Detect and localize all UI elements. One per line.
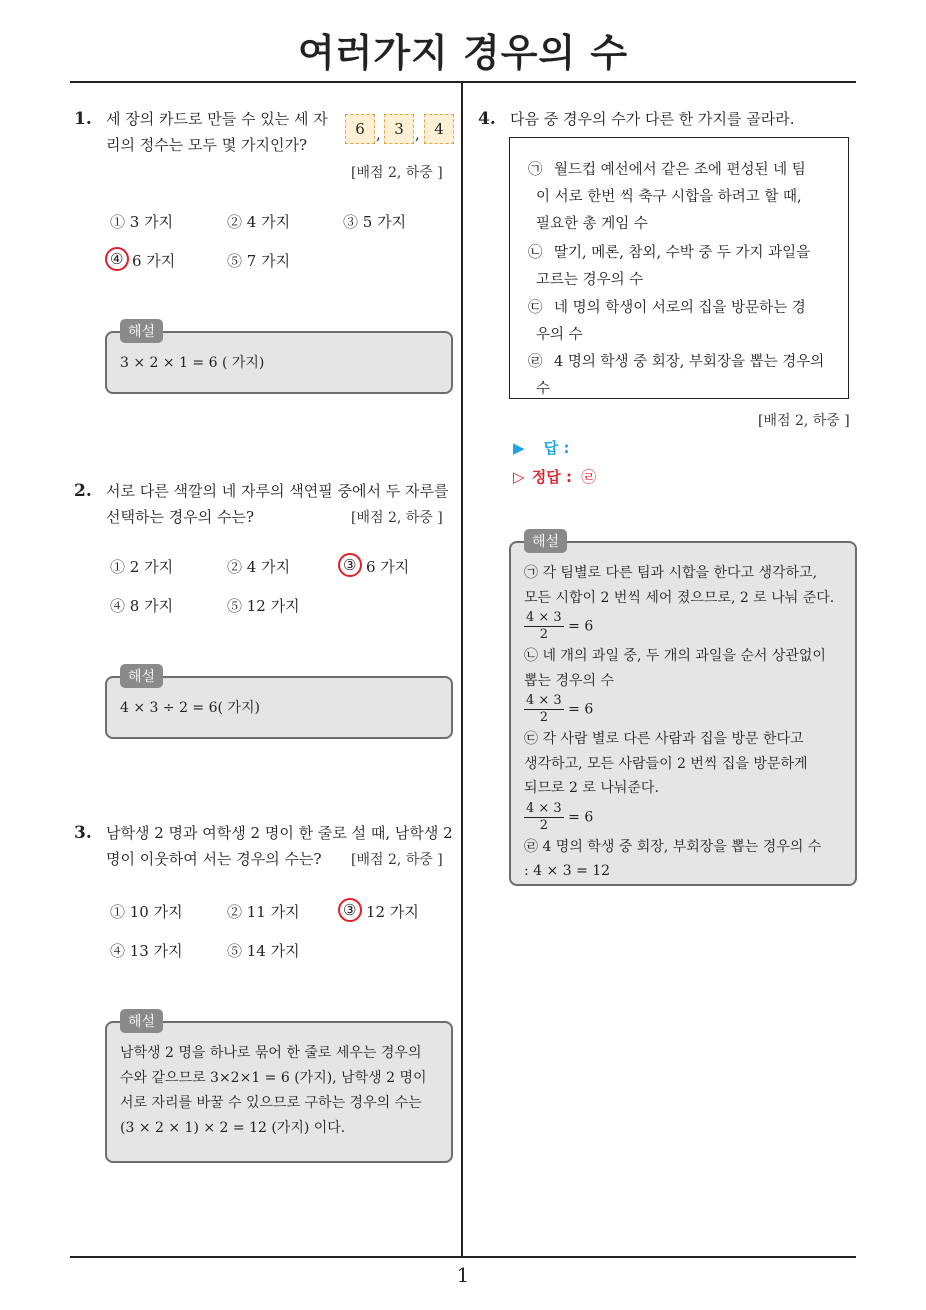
choice-mark: ㉢ — [528, 300, 543, 316]
option-3-text: 6 가지 — [366, 558, 410, 576]
choices-box — [509, 137, 849, 399]
choice-line: 우의 수 — [536, 327, 583, 343]
choice-line: 딸기, 메론, 참외, 수박 중 두 가지 과일을 — [554, 245, 811, 261]
correct-answer-circle-icon — [105, 247, 129, 271]
solution-text: 3 × 2 × 1 = 6 ( 가지) — [120, 355, 265, 371]
play-outline-icon: ▷ — [513, 468, 525, 486]
solution-text — [524, 561, 849, 884]
option-1[interactable]: ① 2 가지 — [110, 558, 174, 576]
option-3-text: 12 가지 — [366, 903, 419, 921]
question-text-line: 리의 정수는 모두 몇 가지인가? — [106, 136, 307, 154]
number-card: 3 — [384, 114, 414, 144]
number-card: 6 — [345, 114, 375, 144]
solution-line: 뽑는 경우의 수 — [524, 672, 615, 689]
option-4-text: 6 가지 — [132, 252, 176, 270]
solution-line: 되므로 2 로 나눠준다. — [524, 780, 659, 796]
choice-line: 네 명의 학생이 서로의 집을 방문하는 경 — [554, 300, 806, 316]
correct-answer-circle-icon — [338, 898, 362, 922]
solution-fraction-line: $\frac{4 \times 3}{2}$ = 6 — [526, 800, 594, 833]
page-number: 1 — [456, 1263, 470, 1287]
bottom-divider — [70, 1256, 856, 1258]
solution-line: ㉣ 4 명의 학생 중 회장, 부회장을 뽑는 경우의 수 — [524, 838, 822, 855]
option-4[interactable]: ④ — [110, 250, 124, 268]
solution-text — [120, 1041, 445, 1141]
question-text-line: 선택하는 경우의 수는? — [106, 508, 254, 526]
option-2[interactable]: ② 4 가지 — [227, 558, 291, 576]
choice-line: 수 — [536, 381, 551, 397]
choice-line: 필요한 총 게임 수 — [536, 216, 648, 232]
solution-text: 4 × 3 ÷ 2 = 6( 가지) — [120, 700, 260, 716]
solution-line: 모든 시합이 2 번씩 세어 졌으므로, 2 로 나눠 준다. — [524, 589, 835, 606]
question-number: 4. — [478, 109, 496, 129]
score-label: [배점 2, 하중 ] — [351, 510, 443, 526]
choice-line: 이 서로 한번 씩 축구 시합을 하려고 할 때, — [536, 189, 802, 205]
option-5[interactable]: ⑤ 7 가지 — [227, 252, 291, 270]
choice-line: 월드컵 예선에서 같은 조에 편성된 네 팀 — [554, 162, 806, 178]
solution-box — [509, 541, 857, 886]
play-icon: ▶ — [513, 439, 525, 457]
option-3[interactable]: ③ — [343, 556, 357, 574]
solution-line: ㉠ 각 팀별로 다른 팀과 시합을 한다고 생각하고, — [524, 565, 818, 581]
option-3[interactable]: ③ 5 가지 — [343, 213, 407, 231]
page-title: 여러가지 경우의 수 — [297, 31, 629, 75]
question-number: 1. — [74, 109, 92, 129]
question-text-line: 서로 다른 색깔의 네 자루의 색연필 중에서 두 자루를 — [106, 482, 449, 500]
fraction: $\frac{4 \times 3}{2}$ — [526, 800, 562, 833]
solution-label: 해설 — [120, 319, 163, 343]
choice-mark: ㉠ — [528, 162, 543, 178]
solution-line: ㉡ 네 개의 과일 중, 두 개의 과일을 순서 상관없이 — [524, 648, 826, 664]
option-2[interactable]: ② 11 가지 — [227, 903, 300, 921]
correct-label: 정답 : — [531, 468, 572, 486]
option-4[interactable]: ④ 13 가지 — [110, 942, 183, 960]
top-divider — [70, 81, 856, 83]
question-text-line: 세 장의 카드로 만들 수 있는 세 자 — [106, 110, 328, 128]
choice-line: 4 명의 학생 중 회장, 부회장을 뽑는 경우의 — [554, 354, 825, 370]
answer-label: 답 : — [543, 439, 570, 457]
question-text-line: 남학생 2 명과 여학생 2 명이 한 줄로 설 때, 남학생 2 — [106, 824, 453, 842]
correct-answer-row — [513, 466, 596, 487]
answer-row — [513, 437, 570, 458]
score-label: [배점 2, 하중 ] — [351, 852, 443, 868]
choice-mark: ㉡ — [528, 245, 543, 261]
correct-value: ㉣ — [581, 468, 597, 486]
solution-line: : 4 × 3 = 12 — [524, 863, 611, 879]
fraction: $\frac{4 \times 3}{2}$ — [526, 693, 562, 725]
solution-label: 해설 — [120, 664, 163, 688]
column-divider — [461, 82, 463, 1258]
correct-answer-circle-icon — [338, 553, 362, 577]
question-text: 다음 중 경우의 수가 다른 한 가지를 골라라. — [510, 110, 795, 128]
solution-fraction-line: $\frac{4 \times 3}{2}$ = 6 — [526, 610, 594, 642]
fraction: $\frac{4 \times 3}{2}$ — [526, 610, 562, 642]
choice-line: 고르는 경우의 수 — [536, 272, 644, 288]
solution-box — [105, 1021, 453, 1163]
solution-line: (3 × 2 × 1) × 2 = 12 (가지) 이다. — [120, 1120, 346, 1136]
comma: , — [415, 125, 420, 143]
comma: , — [376, 125, 381, 143]
option-4[interactable]: ④ 8 가지 — [110, 597, 174, 615]
solution-line: 서로 자리를 바꿀 수 있으므로 구하는 경우의 수는 — [120, 1095, 422, 1111]
question-number: 3. — [74, 823, 92, 843]
option-2[interactable]: ② 4 가지 — [227, 213, 291, 231]
question-text-line: 명이 이웃하여 서는 경우의 수는? — [106, 850, 322, 868]
solution-line: 수와 같으므로 3×2×1 = 6 (가지), 남학생 2 명이 — [120, 1070, 427, 1086]
question-number: 2. — [74, 481, 92, 501]
solution-line: 남학생 2 명을 하나로 묶어 한 줄로 세우는 경우의 — [120, 1045, 422, 1061]
option-5[interactable]: ⑤ 14 가지 — [227, 942, 300, 960]
solution-label: 해설 — [120, 1009, 163, 1033]
solution-line: 생각하고, 모든 사람들이 2 번씩 집을 방문하게 — [524, 755, 808, 772]
option-1[interactable]: ① 10 가지 — [110, 903, 183, 921]
choice-mark: ㉣ — [528, 354, 543, 370]
option-5[interactable]: ⑤ 12 가지 — [227, 597, 300, 615]
solution-label: 해설 — [524, 529, 567, 553]
score-label: [배점 2, 하중 ] — [351, 165, 443, 181]
solution-fraction-line: $\frac{4 \times 3}{2}$ = 6 — [526, 693, 594, 725]
solution-line: ㉢ 각 사람 별로 다른 사람과 집을 방문 한다고 — [524, 731, 804, 747]
option-1[interactable]: ① 3 가지 — [110, 213, 174, 231]
option-3[interactable]: ③ — [343, 901, 357, 919]
number-card: 4 — [424, 114, 454, 144]
score-label: [배점 2, 하중 ] — [758, 413, 850, 429]
